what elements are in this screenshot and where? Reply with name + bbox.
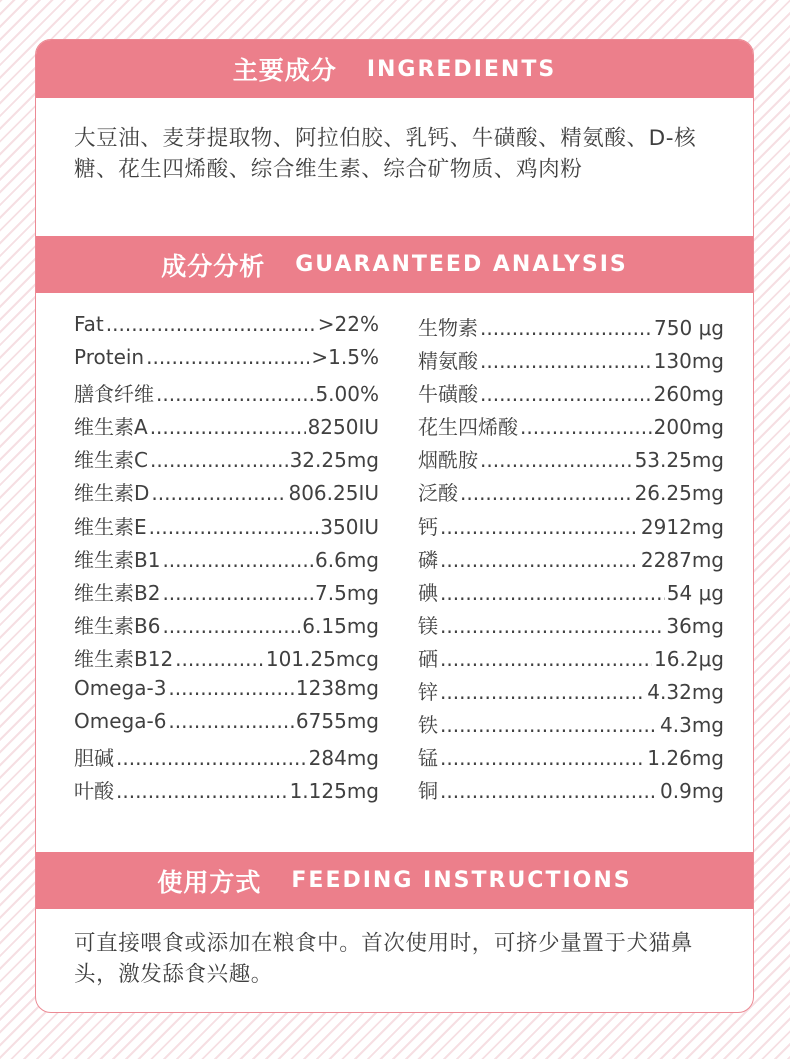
- nutrient-value: 260mg: [653, 382, 724, 407]
- analysis-row: [418, 577, 724, 610]
- ingredients-header: [36, 40, 753, 98]
- feeding-title-cn: 使用方式: [157, 867, 262, 897]
- dot-leader: [440, 779, 658, 803]
- nutrient-value: 36mg: [666, 613, 724, 638]
- nutrient-name: 膳食纤维: [74, 382, 154, 407]
- analysis-row: [418, 544, 724, 577]
- analysis-row: [74, 577, 379, 610]
- analysis-row: [418, 477, 724, 510]
- dot-leader: [150, 448, 288, 472]
- nutrient-name: 维生素D: [74, 481, 150, 506]
- analysis-row: [418, 378, 724, 411]
- analysis-row: [74, 378, 379, 411]
- dot-leader: [156, 382, 313, 406]
- dot-leader: [480, 316, 652, 340]
- dot-leader: [146, 345, 309, 369]
- nutrient-value: 4.3mg: [660, 713, 724, 738]
- nutrient-value: 7.5mg: [315, 580, 379, 605]
- dot-leader: [150, 415, 306, 439]
- dot-leader: [440, 713, 658, 737]
- analysis-row: [418, 312, 724, 345]
- dot-leader: [168, 709, 294, 733]
- dot-leader: [440, 680, 645, 704]
- nutrient-name: 维生素E: [74, 514, 147, 539]
- nutrient-name: 泛酸: [418, 481, 458, 506]
- nutrient-name: 镁: [418, 613, 438, 638]
- dot-leader: [116, 746, 307, 770]
- nutrient-name: 花生四烯酸: [418, 415, 518, 440]
- nutrient-value: 750 μg: [654, 316, 724, 340]
- nutrient-value: 6.6mg: [315, 547, 379, 572]
- analysis-row: [74, 411, 379, 444]
- product-info-card: [35, 39, 754, 1013]
- feeding-title-en: FEEDING INSTRUCTIONS: [291, 868, 632, 893]
- nutrient-name: 锌: [418, 680, 438, 705]
- nutrient-name: 铁: [418, 713, 438, 738]
- dot-leader: [440, 614, 664, 638]
- analysis-row: [418, 610, 724, 643]
- nutrient-value: 32.25mg: [289, 448, 379, 473]
- dot-leader: [106, 312, 316, 336]
- nutrient-value: 54 μg: [666, 580, 724, 605]
- ingredients-title-cn: 主要成分: [232, 56, 337, 85]
- dot-leader: [168, 676, 294, 700]
- nutrient-name: 牛磺酸: [418, 382, 478, 407]
- dot-leader: [460, 481, 633, 505]
- dot-leader: [149, 515, 319, 539]
- dot-leader: [162, 581, 313, 605]
- analysis-row: [74, 676, 379, 709]
- dot-leader: [162, 614, 300, 638]
- nutrient-name: 精氨酸: [418, 349, 478, 374]
- analysis-row: [418, 444, 724, 477]
- dot-leader: [480, 349, 652, 373]
- nutrient-value: 130mg: [653, 349, 724, 374]
- analysis-left-column: [74, 312, 379, 808]
- nutrient-name: 维生素C: [74, 448, 148, 473]
- nutrient-name: 铜: [418, 779, 438, 804]
- nutrient-name: 叶酸: [74, 779, 114, 804]
- nutrient-value: 16.2μg: [654, 646, 724, 671]
- nutrient-value: 26.25mg: [634, 481, 724, 506]
- feeding-text: 可直接喂食或添加在粮食中。首次使用时，可挤少量置于犬猫鼻头，激发舔食兴趣。: [74, 931, 693, 987]
- nutrient-value: 2287mg: [640, 547, 724, 572]
- analysis-row: [74, 444, 379, 477]
- analysis-row: [418, 709, 724, 742]
- analysis-title-en: GUARANTEED ANALYSIS: [295, 252, 628, 277]
- nutrient-value: 1.26mg: [647, 746, 724, 771]
- analysis-row: [418, 775, 724, 808]
- ingredients-title-en: INGREDIENTS: [366, 56, 557, 82]
- nutrient-value: 101.25mcg: [265, 646, 379, 671]
- analysis-row: [418, 411, 724, 444]
- dot-leader: [440, 581, 665, 605]
- nutrient-name: 硒: [418, 646, 438, 671]
- analysis-header: [36, 236, 753, 293]
- nutrient-name: 碘: [418, 580, 438, 605]
- nutrient-name: 生物素: [418, 316, 478, 340]
- nutrient-name: Omega-3: [74, 676, 167, 701]
- nutrient-value: 2912mg: [640, 514, 724, 539]
- nutrient-value: 5.00%: [315, 382, 379, 407]
- analysis-row: [74, 312, 379, 345]
- nutrient-value: >22%: [317, 312, 379, 336]
- nutrient-value: 1238mg: [295, 676, 379, 701]
- nutrient-value: 8250IU: [307, 415, 379, 440]
- nutrient-value: 53.25mg: [634, 448, 724, 473]
- dot-leader: [151, 481, 286, 505]
- analysis-row: [74, 709, 379, 742]
- analysis-row: [74, 742, 379, 775]
- analysis-row: [74, 610, 379, 643]
- dot-leader: [440, 746, 645, 770]
- nutrient-name: Fat: [74, 312, 104, 336]
- analysis-title-cn: 成分分析: [161, 251, 266, 281]
- dot-leader: [440, 647, 652, 671]
- nutrient-name: 烟酰胺: [418, 448, 478, 473]
- analysis-row: [418, 742, 724, 775]
- analysis-row: [74, 511, 379, 544]
- dot-leader: [175, 647, 264, 671]
- nutrient-name: 维生素B6: [74, 613, 161, 638]
- dot-leader: [440, 548, 639, 572]
- nutrient-name: Protein: [74, 345, 145, 370]
- nutrient-value: 6.15mg: [302, 613, 379, 638]
- analysis-row: [418, 676, 724, 709]
- analysis-row: [74, 544, 379, 577]
- nutrient-value: 0.9mg: [660, 779, 724, 804]
- nutrient-name: 胆碱: [74, 746, 114, 771]
- nutrient-name: Omega-6: [74, 709, 167, 734]
- ingredients-text: 大豆油、麦芽提取物、阿拉伯胶、乳钙、牛磺酸、精氨酸、D-核糖、花生四烯酸、综合维生素、综合矿物质、鸡肉粉: [74, 126, 697, 182]
- dot-leader: [116, 779, 288, 803]
- dot-leader: [480, 448, 633, 472]
- nutrient-name: 维生素B1: [74, 547, 161, 572]
- nutrient-name: 钙: [418, 514, 438, 539]
- nutrient-value: 200mg: [653, 415, 724, 440]
- nutrient-name: 维生素A: [74, 415, 148, 440]
- analysis-right-column: [418, 312, 724, 808]
- nutrient-value: 284mg: [308, 746, 379, 771]
- analysis-row: [418, 643, 724, 676]
- nutrient-name: 锰: [418, 746, 438, 771]
- nutrient-value: >1.5%: [311, 345, 379, 370]
- nutrient-name: 维生素B2: [74, 580, 161, 605]
- feeding-header: [36, 852, 753, 909]
- nutrient-value: 4.32mg: [647, 680, 724, 705]
- analysis-row: [74, 775, 379, 808]
- nutrient-name: 磷: [418, 547, 438, 572]
- nutrient-value: 350IU: [320, 514, 379, 539]
- analysis-row: [418, 511, 724, 544]
- nutrient-value: 6755mg: [295, 709, 379, 734]
- nutrient-value: 1.125mg: [289, 779, 379, 804]
- analysis-row: [74, 345, 379, 378]
- dot-leader: [480, 382, 652, 406]
- analysis-row: [418, 345, 724, 378]
- nutrient-value: 806.25IU: [288, 481, 379, 506]
- nutrient-name: 维生素B12: [74, 646, 174, 671]
- analysis-row: [74, 643, 379, 676]
- dot-leader: [520, 415, 652, 439]
- dot-leader: [162, 548, 313, 572]
- analysis-row: [74, 477, 379, 510]
- dot-leader: [440, 515, 639, 539]
